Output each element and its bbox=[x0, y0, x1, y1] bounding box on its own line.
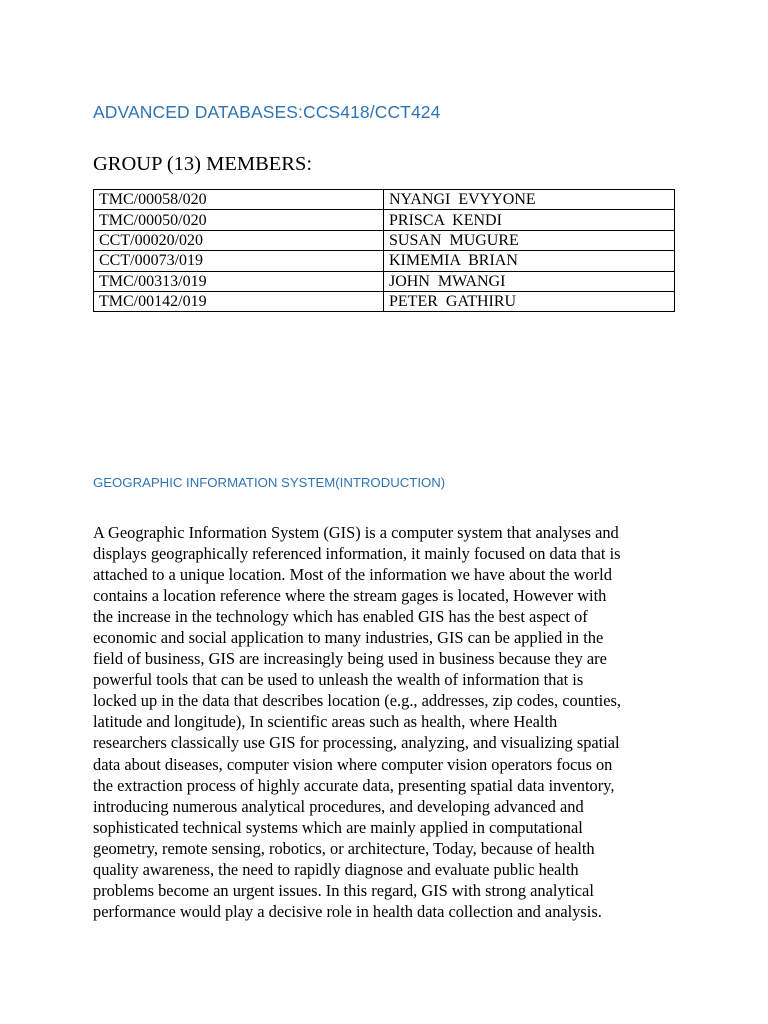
registration-number-cell: TMC/00142/019 bbox=[94, 291, 384, 311]
members-table bbox=[93, 189, 675, 312]
paragraph-line: attached to a unique location. Most of the information we have about the world bbox=[93, 565, 612, 585]
table-row bbox=[94, 291, 675, 311]
table-row bbox=[94, 251, 675, 271]
registration-number-cell: TMC/00050/020 bbox=[94, 210, 384, 230]
paragraph-line: problems become an urgent issues. In this regard, GIS with strong analytical bbox=[93, 880, 594, 900]
table-row bbox=[94, 230, 675, 250]
registration-number-cell: TMC/00058/020 bbox=[94, 190, 384, 210]
gis-introduction-paragraph bbox=[93, 522, 683, 922]
paragraph-line: data about diseases, computer vision where computer vision operators focus on bbox=[93, 754, 613, 774]
paragraph-line: powerful tools that can be used to unleash the wealth of information that is bbox=[93, 670, 584, 690]
paragraph-line: locked up in the data that describes location (e.g., addresses, zip codes, counties, bbox=[93, 691, 621, 711]
member-name-cell: KIMEMIA BRIAN bbox=[384, 251, 675, 271]
table-row bbox=[94, 190, 675, 210]
paragraph-line: displays geographically referenced information, it mainly focused on data that is bbox=[93, 544, 621, 564]
paragraph-line: the extraction process of highly accurate data, presenting spatial data inventory, bbox=[93, 775, 615, 795]
registration-number-cell: CCT/00073/019 bbox=[94, 251, 384, 271]
course-heading: ADVANCED DATABASES:CCS418/CCT424 bbox=[93, 102, 441, 122]
member-name-cell: NYANGI EVYYONE bbox=[384, 190, 675, 210]
registration-number-cell: CCT/00020/020 bbox=[94, 230, 384, 250]
paragraph-line: economic and social application to many industries, GIS can be applied in the bbox=[93, 628, 604, 648]
paragraph-line: sophisticated technical systems which are mainly applied in computational bbox=[93, 817, 583, 837]
paragraph-line: the increase in the technology which has enabled GIS has the best aspect of bbox=[93, 607, 588, 627]
member-name-cell: JOHN MWANGI bbox=[384, 271, 675, 291]
group-members-heading: GROUP (13) MEMBERS: bbox=[93, 153, 313, 175]
paragraph-line: introducing numerous analytical procedures, and developing advanced and bbox=[93, 796, 584, 816]
table-row bbox=[94, 271, 675, 291]
paragraph-line: A Geographic Information System (GIS) is a computer system that analyses and bbox=[93, 523, 619, 542]
member-name-cell: PRISCA KENDI bbox=[384, 210, 675, 230]
paragraph-line: contains a location reference where the stream gages is located, However with bbox=[93, 586, 607, 606]
gis-introduction-heading: GEOGRAPHIC INFORMATION SYSTEM(INTRODUCTION) bbox=[93, 475, 446, 490]
paragraph-line: latitude and longitude), In scientific areas such as health, where Health bbox=[93, 712, 558, 732]
table-row bbox=[94, 210, 675, 230]
member-name-cell: PETER GATHIRU bbox=[384, 291, 675, 311]
paragraph-line: field of business, GIS are increasingly being used in business because they are bbox=[93, 649, 607, 669]
registration-number-cell: TMC/00313/019 bbox=[94, 271, 384, 291]
paragraph-line: geometry, remote sensing, robotics, or architecture, Today, because of health bbox=[93, 838, 595, 858]
paragraph-line: researchers classically use GIS for processing, analyzing, and visualizing spatial bbox=[93, 733, 620, 753]
member-name-cell: SUSAN MUGURE bbox=[384, 230, 675, 250]
paragraph-line: quality awareness, the need to rapidly diagnose and evaluate public health bbox=[93, 859, 579, 879]
paragraph-line: performance would play a decisive role in health data collection and analysis. bbox=[93, 901, 602, 921]
